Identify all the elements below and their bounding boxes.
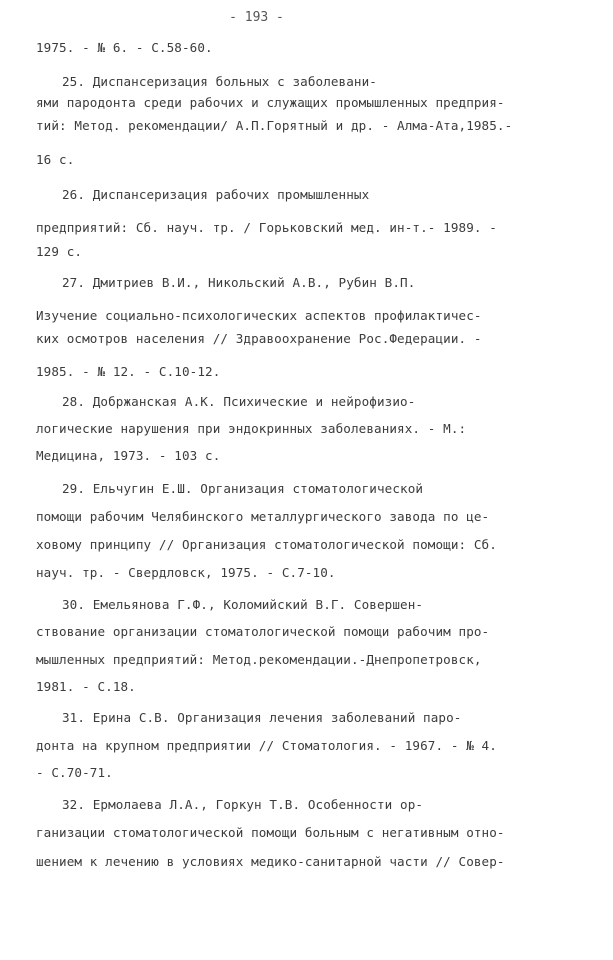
text-line: ких осмотров населения // Здравоохранение Рос.Федерации. - [36,331,482,346]
text-line: - С.70-71. [36,765,113,780]
text-line: предприятий: Сб. науч. тр. / Горьковский мед. ин-т.- 1989. - [36,220,497,235]
text-line: науч. тр. - Свердловск, 1975. - С.7-10. [36,565,336,580]
text-line: 16 с. [36,152,75,167]
page-number: - 193 - [229,10,284,25]
text-line: донта на крупном предприятии // Стоматология. - 1967. - № 4. [36,738,497,753]
text-line: 1975. - № 6. - С.58-60. [36,40,213,55]
text-line: 30. Емельянова Г.Ф., Коломийский В.Г. Совершен- [62,597,424,612]
text-line: 28. Добржанская А.К. Психические и нейрофизио- [62,394,416,409]
text-line: 1985. - № 12. - С.10-12. [36,364,221,379]
text-line: мышленных предприятий: Метод.рекомендации.-Днепропетровск, [36,652,482,667]
text-line: 32. Ермолаева Л.А., Горкун Т.В. Особенности ор- [62,797,424,812]
text-line: 129 с. [36,244,83,259]
text-line: тий: Метод. рекомендации/ А.П.Горятный и др. - Алма-Ата,1985.- [36,118,513,133]
text-line: 31. Ерина С.В. Организация лечения заболеваний паро- [62,710,462,725]
text-line: 1981. - С.18. [36,679,136,694]
text-line: ями пародонта среди рабочих и служащих промышленных предприя- [36,95,505,110]
text-line: Изучение социально-психологических аспектов профилактичес- [36,308,482,323]
text-line: Медицина, 1973. - 103 с. [36,448,221,463]
text-line: 27. Дмитриев В.И., Никольский А.В., Рубин В.П. [62,275,416,290]
text-line: шением к лечению в условиях медико-санитарной части // Совер- [36,854,505,869]
text-line: 29. Ельчугин Е.Ш. Организация стоматологической [62,481,424,496]
text-line: ствование организации стоматологической помощи рабочим про- [36,624,490,639]
text-line: помощи рабочим Челябинского металлургического завода по це- [36,509,490,524]
text-line: 25. Диспансеризация больных с заболевани- [62,74,377,89]
text-line: 26. Диспансеризация рабочих промышленных [62,187,370,202]
text-line: логические нарушения при эндокринных заболеваниях. - М.: [36,421,467,436]
text-line: ганизации стоматологической помощи больным с негативным отно- [36,825,505,840]
text-line: ховому принципу // Организация стоматологической помощи: Сб. [36,537,497,552]
